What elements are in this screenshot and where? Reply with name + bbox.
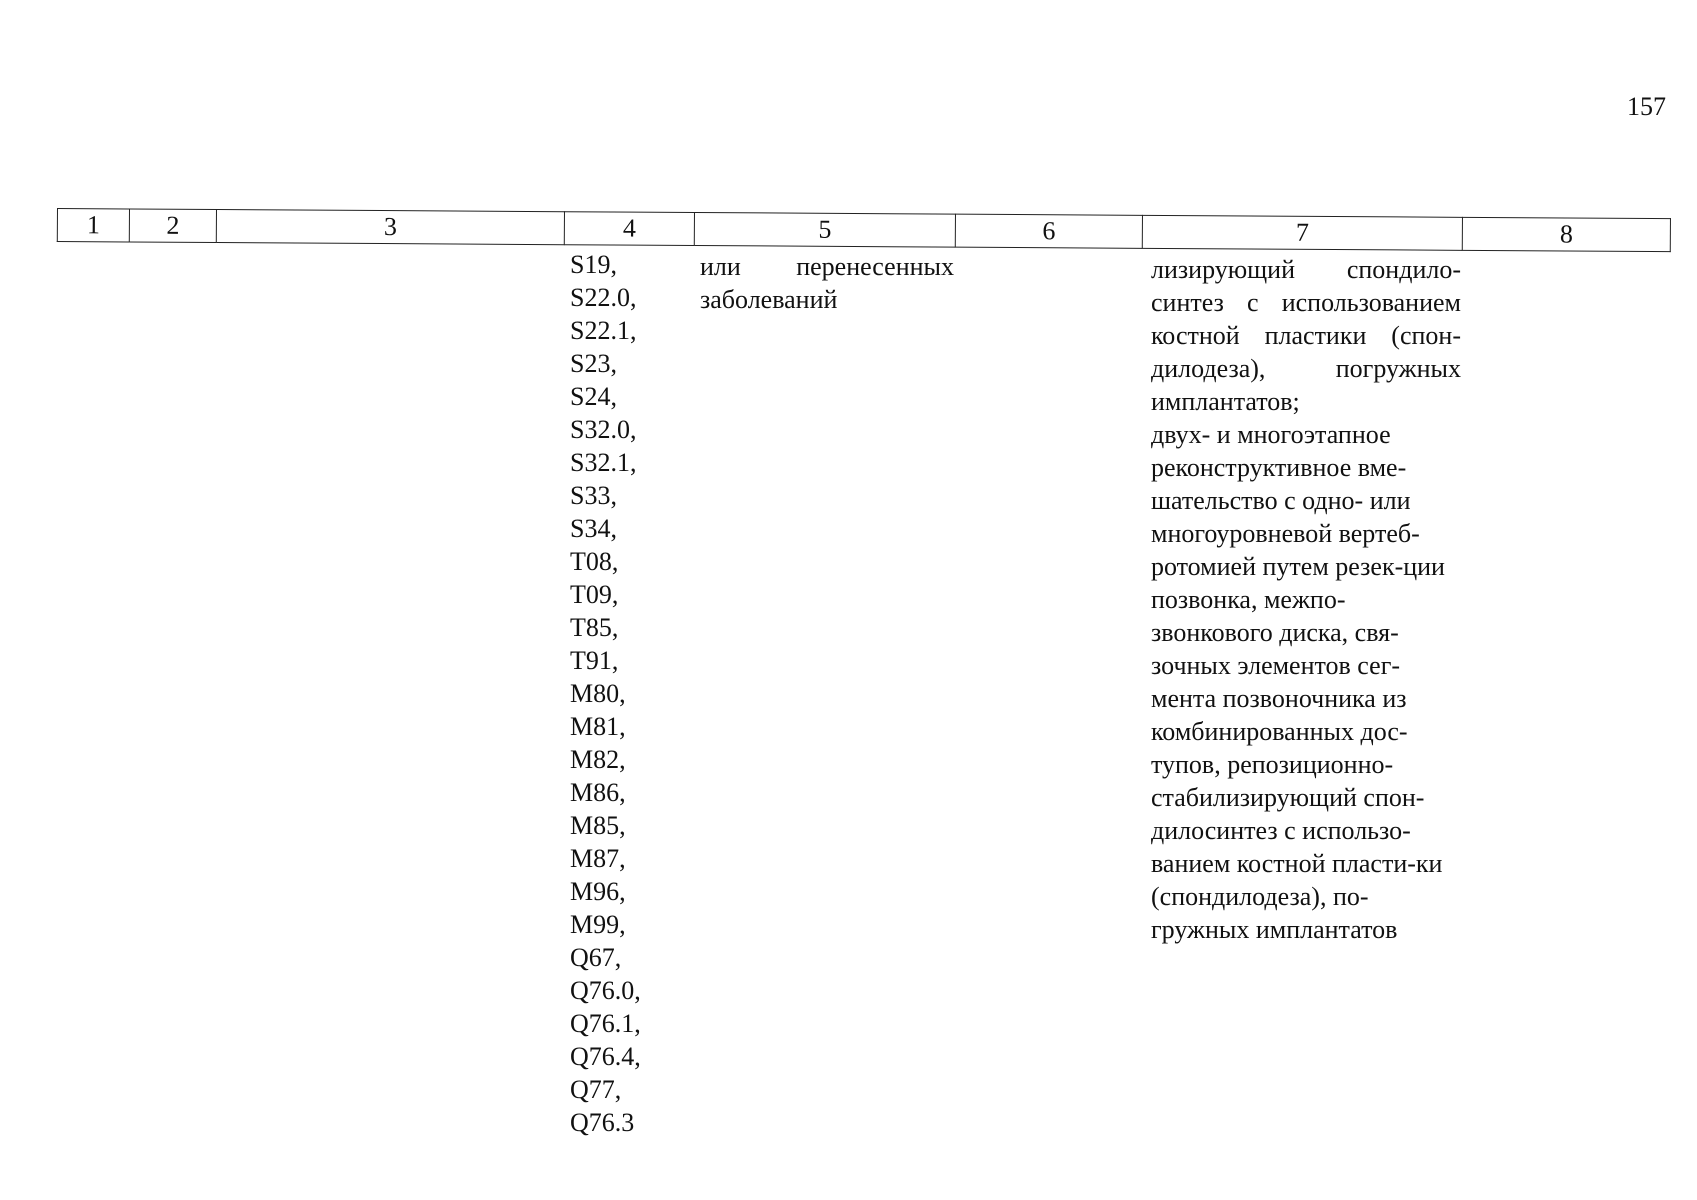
diagnosis-code: M85, (570, 811, 626, 840)
diagnosis-code: M82, (570, 745, 626, 774)
header-cell-3: 3 (216, 210, 564, 245)
diagnosis-code: S34, (570, 514, 617, 543)
diagnosis-code: Q76.3 (570, 1108, 635, 1137)
header-cell-8: 8 (1462, 217, 1670, 251)
diagnosis-code: Q76.1, (570, 1009, 641, 1038)
diagnosis-code: Q76.4, (570, 1042, 641, 1071)
diagnosis-code: S32.0, (570, 415, 637, 444)
header-cell-7: 7 (1142, 215, 1462, 250)
diagnosis-code: T09, (570, 580, 619, 609)
treatment-paragraph: двух- и многоэтапное реконструктивное вме-шательство с одно- или многоуровневой вертеб-ротомией путем резек-ции позвонка, межпо-звонкового диска, свя-зочных элементов сег-мента позвоночника из комбинированных дос-тупов, репозиционно-стабилизирующий спон-дилосинтез с использо-ванием костной пласти-ки (спондилодеза), по-гружных имплантатов (1151, 420, 1445, 944)
diagnosis-code: Q77, (570, 1075, 622, 1104)
diagnosis-code: Q67, (570, 943, 622, 972)
page-number: 157 (1627, 92, 1666, 121)
diagnosis-code: S24, (570, 382, 617, 411)
header-cell-2: 2 (129, 209, 216, 243)
diagnosis-code: M80, (570, 679, 626, 708)
table-header-row (57, 208, 1671, 252)
diagnosis-code: M96, (570, 877, 626, 906)
diagnosis-code: S33, (570, 481, 617, 510)
disease-description-column: или перенесенных заболеваний (700, 252, 954, 314)
header-cell-4: 4 (564, 212, 694, 246)
diagnosis-code: T08, (570, 547, 619, 576)
treatment-method-column (1151, 253, 1461, 946)
diagnosis-code: Q76.0, (570, 976, 641, 1005)
diagnosis-code: S23, (570, 349, 617, 378)
treatment-paragraph: лизирующий спондило-синтез с использованием костной пластики (спон-дилодеза), погружных имплантатов; (1151, 255, 1461, 416)
diagnosis-code: S19, (570, 250, 617, 279)
header-cell-5: 5 (694, 213, 955, 248)
diagnosis-code: S32.1, (570, 448, 637, 477)
diagnosis-code: M99, (570, 910, 626, 939)
header-cell-6: 6 (955, 214, 1142, 248)
diagnosis-codes-column (570, 248, 690, 1139)
diagnosis-code: S22.0, (570, 283, 637, 312)
diagnosis-code: T85, (570, 613, 619, 642)
diagnosis-code: M86, (570, 778, 626, 807)
diagnosis-code: S22.1, (570, 316, 637, 345)
diagnosis-code: M81, (570, 712, 626, 741)
diagnosis-code: T91, (570, 646, 619, 675)
header-cell-1: 1 (57, 209, 129, 242)
diagnosis-code: M87, (570, 844, 626, 873)
